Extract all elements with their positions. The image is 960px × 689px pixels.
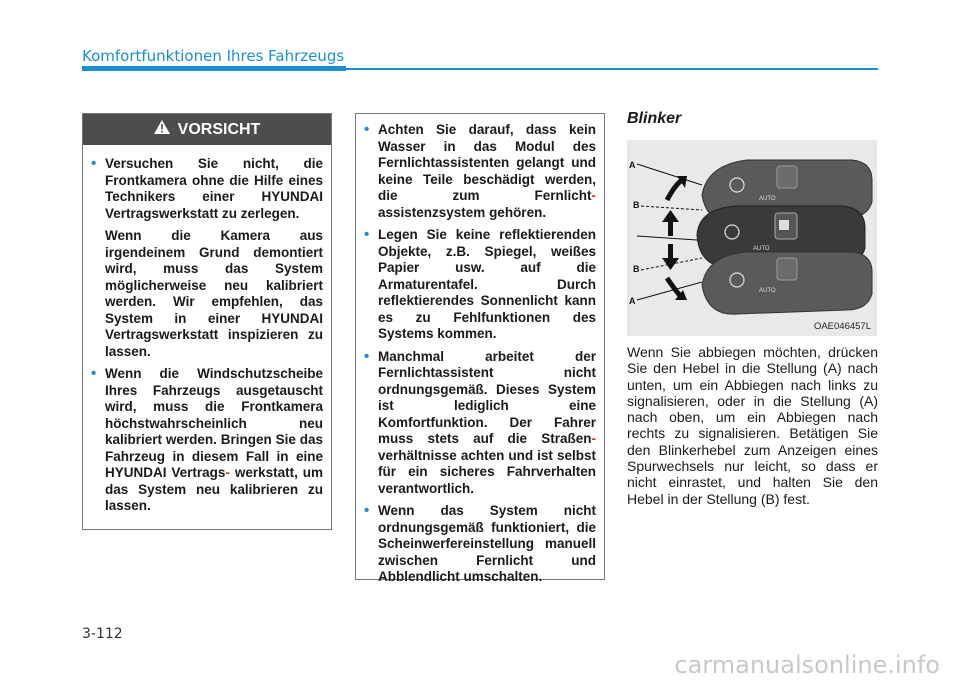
caution-header [83,114,331,145]
blinker-body: Wenn Sie abbiegen möchten, drücken Sie den Hebel in die Stellung (A) nach unten, um ein Abbiegen nach links zu signalisieren, oder in die Stellung (A) nach oben, um ein Abbiegen nach rechts zu signalisieren. Betätigen Sie den Blinkerhebel zum Anzeigen eines Spurwechsels nur leicht, so dass er nicht einrastet, und halten Sie den Hebel in der Stellung (B) fest. [627,344,878,507]
header-rule-thick [82,66,346,71]
hyphen: - [591,431,596,446]
caution-item-text: werkstatt, um das System neu kalibrieren zu lassen. [105,465,323,513]
auto-mark: AUTO [759,196,776,202]
note-item [364,349,596,498]
header-rule-thin [346,68,878,70]
note-item-text: Manchmal arbeitet der Fernlichtassistent nicht ordnungsgemäß. Dieses System ist lediglich eine Komfortfunktion. Der Fahrer muss stets auf die Straßen [378,348,596,446]
caution-item-text: • Versuchen Sie nicht, die Frontkamera ohne die Hilfe eines Technikers einer HYUNDAI Vertragswerkstatt zu zerlegen. [105,156,323,221]
label-a-bottom: A [629,296,636,306]
turn-signal-lever-illustration [627,140,877,336]
caution-item-text: Wenn die Windschutzscheibe Ihres Fahrzeugs ausgetauscht wird, muss die Frontkamera höchstwahrscheinlich neu kalibriert werden. Bringen Sie das Fahrzeug in diesem Fall in eine HYUNDAI Vertrags [105,366,323,480]
note-item-text: Wenn das System nicht ordnungsgemäß funktioniert, die Scheinwerfereinstellung manuell zwischen Fernlicht und Abblendlicht umschalten. [378,503,596,584]
notes-box [355,113,605,584]
note-item [364,122,596,221]
label-a-top: A [629,160,636,170]
note-item-text: Legen Sie keine reflektierenden Objekte, z.B. Spiegel, weißes Papier usw. auf die Armaturentafel. Durch reflektierendes Sonnenlicht kann es zu Fehlfunktionen des Systems kommen. [378,227,596,341]
label-b-bottom: B [633,264,640,274]
note-item-text: assistenzsystem gehören. [378,204,547,220]
caution-item [91,366,323,515]
watermark: carmanualsonline.info [674,651,940,679]
caution-title: VORSICHT [177,120,261,138]
caution-item [91,156,323,360]
note-item-text: Achten Sie darauf, dass kein Wasser in das Modul des Fernlichtassistenten gelangt und keine Teile beschädigt werden, die zum Fernlicht [378,122,596,203]
auto-mark: AUTO [753,246,770,252]
hyphen: - [591,188,596,203]
warning-icon [154,120,170,139]
auto-mark: AUTO [759,288,776,294]
section-title: Komfortfunktionen Ihres Fahrzeugs [82,47,345,65]
note-item [364,503,596,586]
turn-signal-figure [627,140,877,336]
hyphen: - [225,465,230,480]
label-b-top: B [633,200,640,210]
note-item-text: verhältnisse achten und ist selbst für ein sicheres Fahrverhalten verantwortlich. [378,447,596,496]
caution-item-text: Wenn die Kamera aus irgendeinem Grund demontiert wird, muss das System möglicherweise neu kalibriert werden. Wir empfehlen, das System in einer HYUNDAI Vertragswerkstatt inspizieren zu lassen. [105,228,323,359]
caution-box [82,113,332,530]
figure-code: OAE046457L [813,321,871,332]
note-item [364,227,596,343]
blinker-title: Blinker [627,110,682,127]
page-number: 3-112 [82,626,123,642]
